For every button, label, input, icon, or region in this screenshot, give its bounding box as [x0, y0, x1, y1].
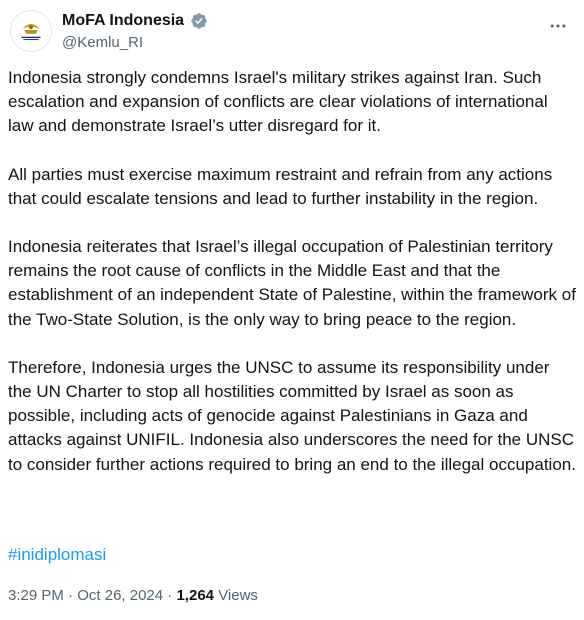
- more-options-icon[interactable]: [546, 14, 570, 38]
- tweet-paragraph: Indonesia strongly condemns Israel's military strikes against Iran. Such escalation and expansion of conflicts are clear violations of international law and demonstrate Israel’s utter disregard for it.: [8, 68, 548, 136]
- author-handle[interactable]: @Kemlu_RI: [62, 34, 144, 51]
- tweet-date[interactable]: Oct 26, 2024: [77, 587, 164, 604]
- tweet-paragraph: Indonesia reiterates that Israel’s illegal occupation of Palestinian territory remains the root cause of conflicts in the Middle East and that the establishment of an independent State of Palestine, within the framework of the Two-State Solution, is the only way to bring peace to the region.: [8, 237, 576, 329]
- tweet-paragraph: All parties must exercise maximum restraint and refrain from any actions that could escalate tensions and lead to further instability in the region.: [8, 164, 553, 208]
- ministry-emblem-icon: [11, 11, 51, 51]
- verified-badge-icon[interactable]: [190, 12, 208, 30]
- hashtag-link[interactable]: #inidiplomasi: [8, 545, 107, 564]
- tweet-header: [8, 8, 576, 56]
- views-count: 1,264: [176, 587, 215, 604]
- author-display-name[interactable]: MoFA Indonesia: [62, 12, 185, 29]
- meta-separator: ·: [68, 587, 74, 604]
- tweet-time[interactable]: 3:29 PM: [8, 587, 64, 604]
- tweet-text: [8, 66, 576, 501]
- display-name-row: [62, 10, 208, 32]
- tweet-paragraph: Therefore, Indonesia urges the UNSC to assume its responsibility under the UN Charter to stop all hostilities committed by Israel as soon as possible, including acts of genocide against Palestinians in Gaza and attacks against UNIFIL. Indonesia also underscores the need for the UNSC to consider further actions required to bring an end to the illegal occupation.: [8, 357, 576, 474]
- author-names: [62, 10, 208, 51]
- meta-separator: ·: [167, 587, 173, 604]
- avatar[interactable]: [10, 10, 52, 52]
- tweet-metadata: [8, 587, 258, 604]
- views-label: Views: [218, 587, 258, 604]
